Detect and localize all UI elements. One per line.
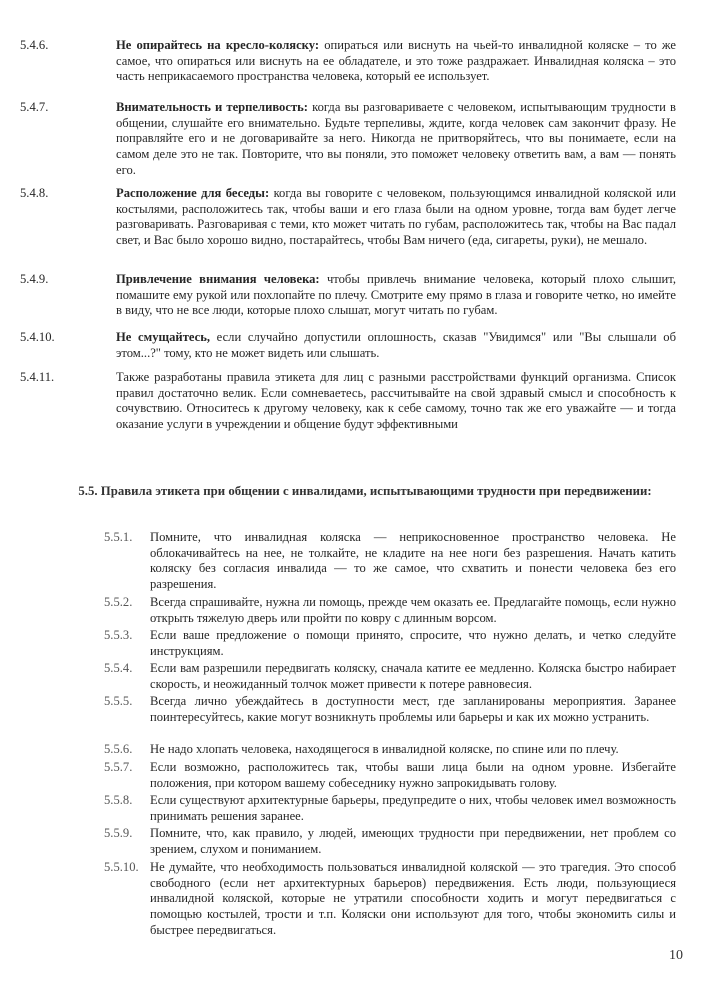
- item-number: 5.5.7.: [104, 760, 133, 774]
- paragraph-5-5-item: [104, 793, 676, 824]
- item-lead: Не смущайтесь,: [116, 330, 211, 344]
- item-lead: Привлечение внимания человека:: [116, 272, 320, 286]
- item-number: 5.5.8.: [104, 793, 133, 807]
- paragraph-5-4-item: [20, 38, 676, 85]
- item-text: [116, 100, 676, 179]
- item-number: 5.5.3.: [104, 628, 133, 642]
- item-number: 5.4.9.: [20, 272, 49, 286]
- item-text: [116, 38, 676, 85]
- item-lead: Внимательность и терпеливость:: [116, 100, 308, 114]
- paragraph-5-5-item: [104, 530, 676, 593]
- paragraph-5-5-item: [104, 760, 676, 791]
- item-text: Помните, что инвалидная коляска — неприкосновенное пространство человека. Не облокачивайтесь на нее, не толкайте, не кладите на нее ноги без разрешения. Начать катить коляску без согласия инвалида — то же самое, что схватить и понести человека без его разрешения.: [150, 530, 676, 592]
- item-text: [116, 272, 676, 319]
- item-number: 5.5.6.: [104, 742, 133, 756]
- item-number: 5.4.10.: [20, 330, 55, 344]
- item-text: Если возможно, расположитесь так, чтобы ваши лица были на одном уровне. Избегайте положения, при котором вашему собеседнику нужно запрокидывать голову.: [150, 760, 676, 790]
- item-text: Если ваше предложение о помощи принято, спросите, что нужно делать, и четко следуйте инструкциям.: [150, 628, 676, 658]
- paragraph-5-4-item: [20, 186, 676, 249]
- item-body: когда вы говорите с человеком, пользующимся инвалидной коляской или костылями, расположитесь так, чтобы ваши и его глаза были на одном уровне, тогда вам будет легче разговаривать. Разговаривая с теми, кто может читать по губам, расположитесь так, чтобы на Вас падал свет, и Вас было хорошо видно, постарайтесь, чтобы Вам ничего (еда, сигареты, руки), не мешало.: [116, 186, 676, 248]
- item-number: 5.4.6.: [20, 38, 49, 52]
- item-text: Если вам разрешили передвигать коляску, сначала катите ее медленно. Коляска быстро набирает скорость, и неожиданный толчок может привести к потере равновесия.: [150, 661, 676, 691]
- item-number: 5.5.9.: [104, 826, 133, 840]
- item-number: 5.4.11.: [20, 370, 55, 384]
- item-body: когда вы разговариваете с человеком, испытывающим трудности в общении, слушайте его внимательно. Будьте терпеливы, ждите, когда человек сам закончит фразу. Не поправляйте его и не договаривайте за него. Никогда не притворяйтесь, что вы понимаете, если на самом деле это не так. Повторите, что вы поняли, это поможет человеку ответить вам, а вам — понять его.: [116, 100, 676, 177]
- paragraph-5-4-item: [20, 272, 676, 319]
- item-text: [116, 330, 676, 361]
- item-text: Не надо хлопать человека, находящегося в инвалидной коляске, по спине или по плечу.: [150, 742, 619, 756]
- item-number: 5.5.1.: [104, 530, 133, 544]
- page-number: 10: [669, 948, 683, 963]
- paragraph-5-5-item: [104, 742, 676, 758]
- item-number: 5.4.8.: [20, 186, 49, 200]
- paragraph-5-5-item: [104, 860, 676, 939]
- item-text: Помните, что, как правило, у людей, имеющих трудности при передвижении, нет проблем со зрением, слухом и пониманием.: [150, 826, 676, 856]
- paragraph-5-5-item: [104, 595, 676, 626]
- item-text: Всегда лично убеждайтесь в доступности мест, где запланированы мероприятия. Заранее поинтересуйтесь, какие могут возникнуть проблемы или барьеры и как их можно устранить.: [150, 694, 676, 724]
- item-text: Не думайте, что необходимость пользоваться инвалидной коляской — это трагедия. Это способ свободного (если нет архитектурных барьеров) передвижения. Есть люди, пользующиеся инвалидной коляской, которые не утратили способности ходить и могут передвигаться с помощью костылей, трости и т.п. Коляски они используют для того, чтобы экономить силы и быстрее передвигаться.: [150, 860, 676, 937]
- paragraph-5-4-item: [20, 100, 676, 179]
- item-number: 5.5.5.: [104, 694, 133, 708]
- item-lead: Не опирайтесь на кресло-коляску:: [116, 38, 320, 52]
- paragraph-5-4-item: [20, 330, 677, 361]
- paragraph-5-5-item: [104, 826, 676, 857]
- section-5-5-title: 5.5. Правила этикета при общении с инвалидами, испытывающими трудности при передвижении:: [78, 484, 652, 498]
- item-body: Также разработаны правила этикета для лиц с разными расстройствами функций организма. Список правил достаточно велик. Если сомневаетесь, рассчитывайте на свой здравый смысл и способность к сочувствию. Относитесь к другому человеку, как к себе самому, точно так же его уважайте — и тогда оказание услуги в учреждении и общение будут эффективными: [116, 370, 676, 432]
- item-number: 5.5.10.: [104, 860, 139, 874]
- item-body: опираться или виснуть на чьей-то инвалидной коляске – то же самое, что опираться или виснуть на ее обладателе, и это тоже раздражает. Инвалидная коляска – это часть неприкасаемого пространства человека, который ее использует.: [116, 38, 676, 84]
- paragraph-5-4-item: [20, 370, 676, 433]
- item-text: Если существуют архитектурные барьеры, предупредите о них, чтобы человек имел возможность принимать решения заранее.: [150, 793, 676, 823]
- paragraph-5-5-item: [104, 694, 676, 725]
- item-text: [116, 186, 676, 249]
- paragraph-5-5-item: [104, 628, 676, 659]
- item-text: [116, 370, 676, 433]
- item-number: 5.5.4.: [104, 661, 133, 675]
- item-lead: Расположение для беседы:: [116, 186, 270, 200]
- item-number: 5.5.2.: [104, 595, 133, 609]
- paragraph-5-5-item: [104, 661, 676, 692]
- item-text: Всегда спрашивайте, нужна ли помощь, прежде чем оказать ее. Предлагайте помощь, если нужно открыть тяжелую дверь или пройти по ковру с длинным ворсом.: [150, 595, 676, 625]
- item-body: если случайно допустили оплошность, сказав "Увидимся" или "Вы слышали об этом...?" тому, кто не может видеть или слышать.: [116, 330, 677, 360]
- item-body: чтобы привлечь внимание человека, который плохо слышит, помашите ему рукой или похлопайте по плечу. Смотрите ему прямо в глаза и говорите четко, но имейте в виду, что не все люди, которые плохо слышат, могут читать по губам.: [116, 272, 676, 318]
- item-number: 5.4.7.: [20, 100, 49, 114]
